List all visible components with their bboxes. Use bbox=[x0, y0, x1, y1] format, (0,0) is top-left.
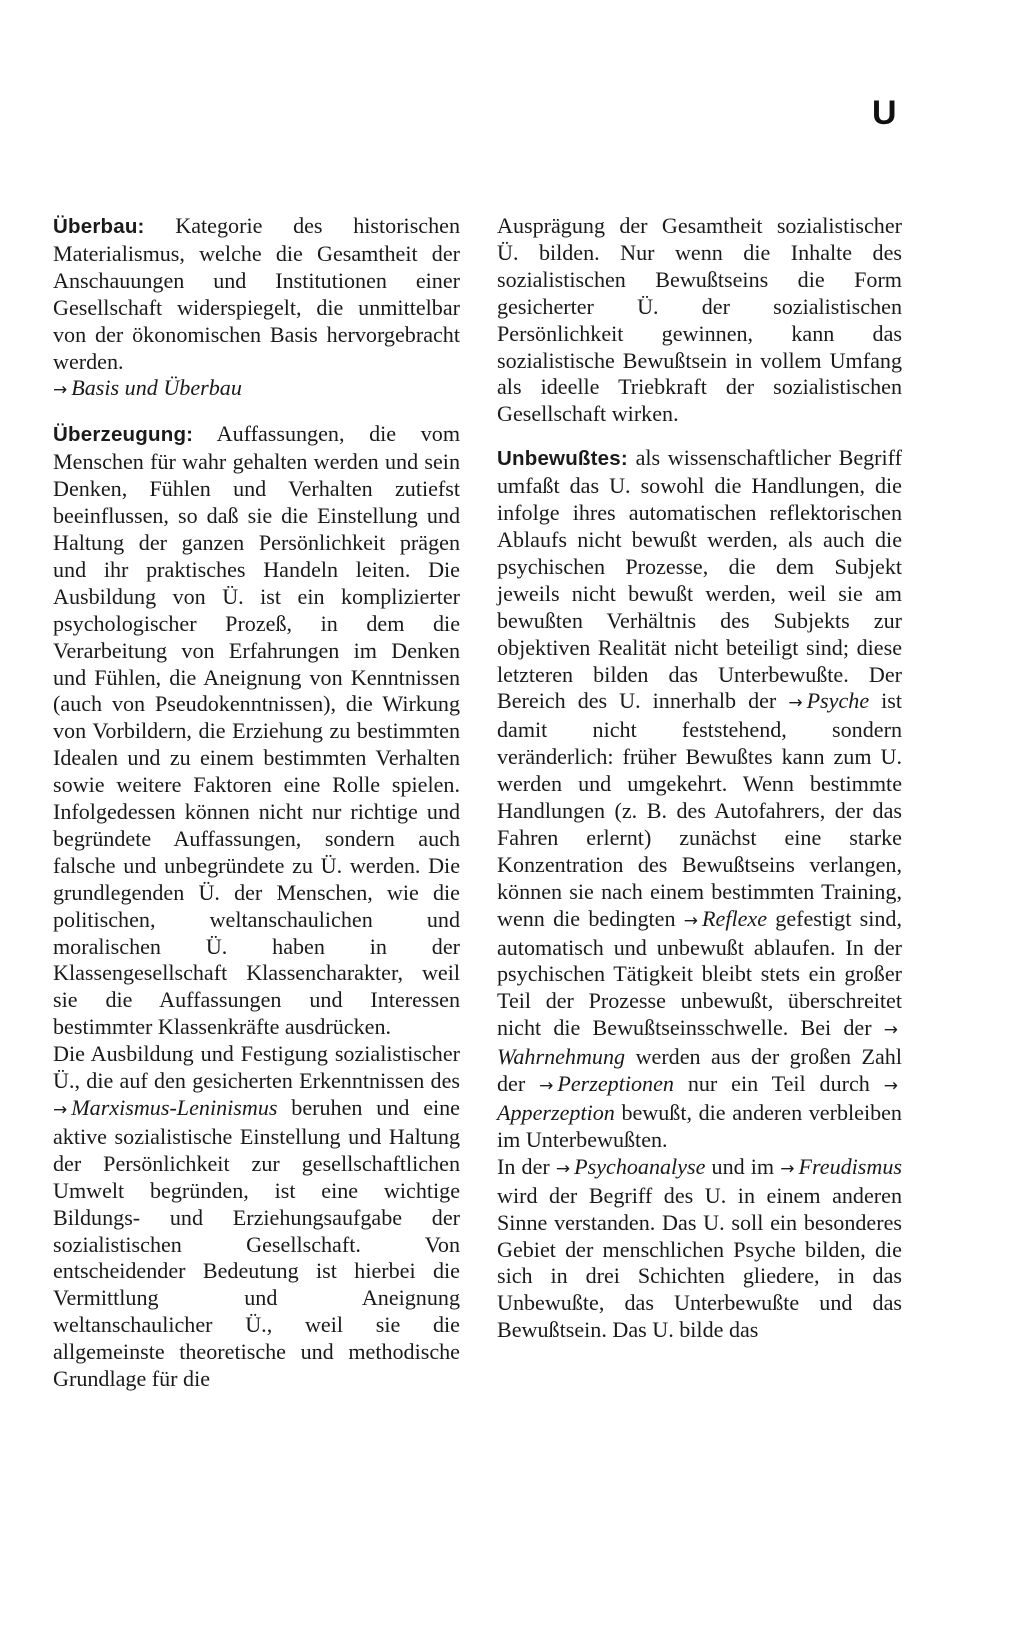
arrow-icon: → bbox=[780, 1158, 795, 1179]
arrow-icon: → bbox=[883, 1076, 898, 1097]
entry-text: ist damit nicht feststehend, sondern veränderlich: früher Bewußtes kann zum U. werden und umgekehrt. Wenn bestimmte Handlungen (z. B. des Autofahrers, der das Fahren erlernt) zunächst eine starke Konzentration des Bewußtseins verlangen, können sie nach einem bestimmten Training, wenn die bedingten bbox=[497, 688, 903, 931]
left-column bbox=[53, 213, 460, 1393]
cross-reference[interactable] bbox=[53, 1095, 277, 1120]
cross-reference[interactable] bbox=[788, 688, 869, 713]
arrow-icon: → bbox=[683, 910, 699, 931]
entry-text: wird der Begriff des U. in einem anderen Sinne verstanden. Das U. soll ein besonderes Gebiet der menschlichen Psyche bilden, die sich in drei Schichten gliedere, in das Unbewußte, das Unterbewußte und das Bewußtsein. Das U. bilde das bbox=[497, 1182, 902, 1343]
arrow-icon: → bbox=[53, 1100, 68, 1120]
entry-ueberzeugung bbox=[53, 421, 460, 1393]
cross-reference-label: Freudismus bbox=[798, 1153, 903, 1179]
arrow-icon: → bbox=[539, 1076, 554, 1097]
cross-reference-label: Apperzeption bbox=[497, 1100, 615, 1125]
entry-text: Die Ausbildung und Festigung sozialistischer Ü., die auf den gesicherten Erkenntnissen des bbox=[53, 1041, 460, 1094]
arrow-icon: → bbox=[788, 693, 803, 714]
cross-reference[interactable] bbox=[684, 906, 767, 931]
entry-text: werden aus der großen Zahl der bbox=[497, 1044, 902, 1097]
entry-ueberbau bbox=[53, 213, 460, 404]
cross-reference-label: Basis und Überbau bbox=[71, 375, 242, 401]
entry-term: Überzeugung: bbox=[53, 423, 194, 447]
entry-body bbox=[53, 213, 460, 404]
entry-text: als wissenschaftlicher Begriff umfaßt das U. sowohl die Handlungen, die infolge ihres automatischen reflektorischen Ablaufs nicht bewußt werden, als auch die psychischen Prozesse, die dem Subjekt jeweils nicht bewußt werden, weil sie am bewußten Verhältnis des Subjekts zur objektiven Realität nicht beteiligt sind; diese letzteren bilden das Unterbewußte. Der Bereich des U. innerhalb der bbox=[497, 445, 902, 714]
entry-paragraph bbox=[497, 445, 902, 1154]
entry-text: Auffassungen, die vom Menschen für wahr gehalten werden und sein Denken, Fühlen und Verhalten zutiefst beeinflussen, so daß sie die Einstellung und Haltung der ganzen Persönlichkeit prägen und ihr praktisches Handeln leiten. Die Ausbildung von Ü. ist ein komplizierter psychologischer Prozeß, in dem die Verarbeitung von Erfahrungen im Denken und Fühlen, die Aneignung von Kenntnissen (auch von Pseudokenntnissen), die Wirkung von Vorbildern, die Erziehung zu bestimmten Idealen und zu einem bestimmten Verhalten sowie weitere Faktoren eine Rolle spielen. Infolgedessen können nicht nur richtige und begründete Auffassungen, sondern auch falsche und unbegründete zu Ü. werden. Die grundlegenden Ü. der Menschen, wie die politischen, weltanschaulichen und moralischen Ü. haben in der Klassengesellschaft Klassencharakter, weil sie die Auffassungen und Interessen bestimmter Klassenkräfte ausdrücken. bbox=[53, 421, 460, 1040]
cross-reference[interactable] bbox=[556, 1154, 706, 1179]
entry-text: gefestigt sind, automatisch und unbewußt ablaufen. In der psychischen Tätigkeit bleibt stets ein großer Teil der Prozesse unbewußt, überschreitet nicht die Bewußtseinsschwelle. Bei der bbox=[497, 905, 902, 1041]
entry-paragraph bbox=[53, 1041, 460, 1393]
cross-reference-label: Marxismus-Leninismus bbox=[71, 1095, 278, 1120]
section-letter: U bbox=[872, 94, 897, 132]
cross-reference-label: Psyche bbox=[806, 688, 870, 714]
entry-text: Kategorie des historischen Materialismus, welche die Gesamtheit der Anschauungen und Institutionen einer Gesellschaft widerspiegelt, die unmittelbar von der ökonomischen Basis hervorgebracht werden. bbox=[53, 213, 460, 374]
cross-reference-label: Reflexe bbox=[702, 905, 768, 931]
arrow-icon: → bbox=[53, 380, 68, 401]
arrow-icon: → bbox=[555, 1158, 571, 1179]
cross-reference[interactable] bbox=[53, 375, 460, 404]
cross-reference[interactable] bbox=[780, 1154, 902, 1179]
entry-term: Überbau: bbox=[53, 215, 145, 238]
cross-reference-label: Perzeptionen bbox=[557, 1071, 674, 1097]
entry-paragraph bbox=[53, 421, 460, 1041]
entry-continuation bbox=[497, 213, 902, 428]
entry-text: nur ein Teil durch bbox=[687, 1071, 870, 1097]
entry-text: In der bbox=[497, 1153, 550, 1179]
entry-term: Unbewußtes: bbox=[497, 447, 628, 471]
entry-paragraph: Ausprägung der Gesamtheit sozialistischer Ü. bilden. Nur wenn die Inhalte des sozialistischen Bewußtseins die Form gesicherter Ü. der sozialistischen Persönlichkeit gewinnen, kann das sozialistische Bewußtsein in vollem Umfang als ideelle Triebkraft der sozialistischen Gesellschaft wirken. bbox=[497, 213, 902, 427]
right-column bbox=[497, 213, 902, 1344]
entry-paragraph bbox=[497, 1154, 902, 1344]
cross-reference-label: Psychoanalyse bbox=[574, 1153, 706, 1179]
entry-text: bewußt, die anderen verbleiben im Unterbewußten. bbox=[497, 1100, 902, 1152]
cross-reference[interactable] bbox=[539, 1071, 674, 1096]
entry-text: beruhen und eine aktive sozialistische Einstellung und Haltung der Persönlichkeit zur gesellschaftlichen Umwelt begründen, ist eine wichtige Bildungs- und Erziehungsaufgabe der sozialistischen Gesellschaft. Von entscheidender Bedeutung ist hierbei die Vermittlung und Aneignung weltanschaulicher Ü., weil sie die allgemeinste theoretische und methodische Grundlage für die bbox=[53, 1095, 460, 1392]
cross-reference-label: Wahrnehmung bbox=[497, 1044, 626, 1070]
entry-unbewusstes bbox=[497, 445, 902, 1344]
entry-text: und im bbox=[711, 1153, 775, 1179]
arrow-icon: → bbox=[883, 1020, 899, 1041]
